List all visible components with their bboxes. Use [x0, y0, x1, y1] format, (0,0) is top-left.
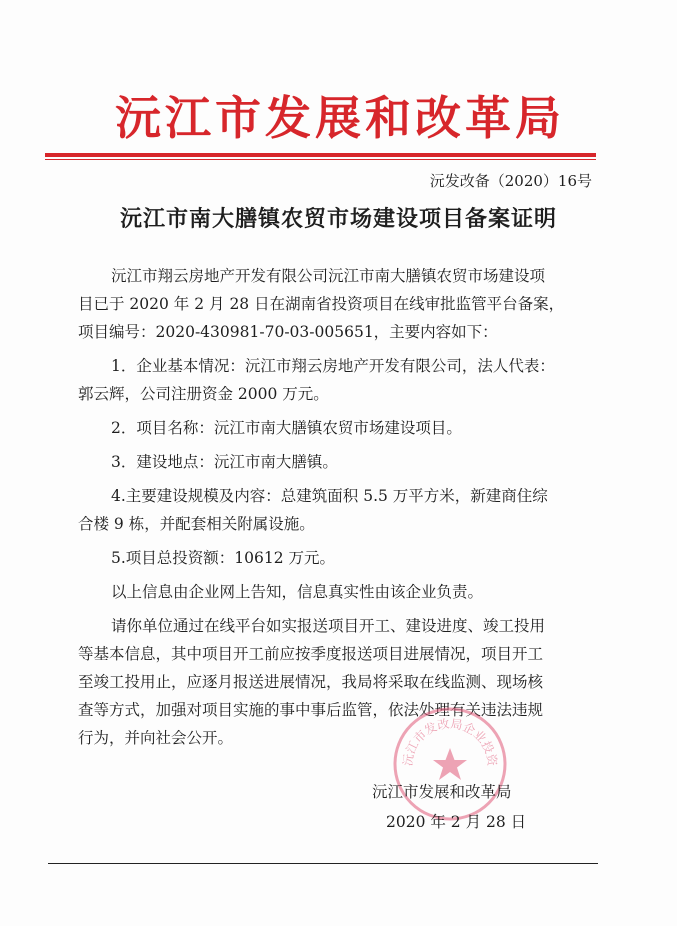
document-body [78, 262, 598, 752]
header-rule-thick [45, 153, 596, 157]
intro-line-3: 项目编号：2020-430981-70-03-005651，主要内容如下： [78, 323, 498, 341]
request-line-4: 查等方式，加强对项目实施的事中事后监管，依法处理有关违法违规 [78, 701, 544, 719]
notice-text: 以上信息由企业网上告知，信息真实性由该企业负责。 [111, 583, 484, 601]
seal-text: 沅江市发改局企业投资 [400, 716, 500, 767]
org-header: 沅江市发展和改革局 [115, 91, 565, 145]
request-line-1: 请你单位通过在线平台如实报送项目开工、建设进度、竣工投用 [111, 617, 546, 635]
intro-line-1: 沅江市翔云房地产开发有限公司沅江市南大膳镇农贸市场建设项 [111, 267, 546, 285]
request-line-3: 至竣工投用止，应逐月报送进展情况，我局将采取在线监测、现场核 [78, 673, 544, 691]
item-2: 2．项目名称：沅江市南大膳镇农贸市场建设项目。 [111, 419, 462, 437]
item-3: 3．建设地点：沅江市南大膳镇。 [111, 453, 338, 471]
intro-line-2: 目已于 2020 年 2 月 28 日在湖南省投资项目在线审批监管平台备案， [78, 295, 565, 313]
header-rule-thin [45, 159, 596, 160]
request-line-5: 行为，并向社会公开。 [78, 729, 234, 747]
document-number: 沅发改备（2020）16号 [429, 172, 592, 190]
item-4-line-2: 合楼 9 栋，并配套相关附属设施。 [78, 515, 315, 533]
signature-org: 沅江市发展和改革局 [372, 783, 512, 801]
signature-date: 2020 年 2 月 28 日 [386, 813, 527, 831]
document-title: 沅江市南大膳镇农贸市场建设项目备案证明 [119, 206, 557, 232]
request-line-2: 等基本信息，其中项目开工前应按季度报送项目进展情况，项目开工 [78, 645, 544, 663]
official-seal-icon [390, 704, 510, 824]
footer-rule [48, 863, 598, 864]
item-5: 5.项目总投资额：10612 万元。 [111, 549, 336, 567]
item-1-line-2: 郭云辉，公司注册资金 2000 万元。 [78, 385, 329, 403]
item-1-line-1: 1．企业基本情况：沅江市翔云房地产开发有限公司，法人代表： [111, 357, 555, 375]
item-4-line-1: 4.主要建设规模及内容：总建筑面积 5.5 万平方米，新建商住综 [111, 487, 548, 505]
